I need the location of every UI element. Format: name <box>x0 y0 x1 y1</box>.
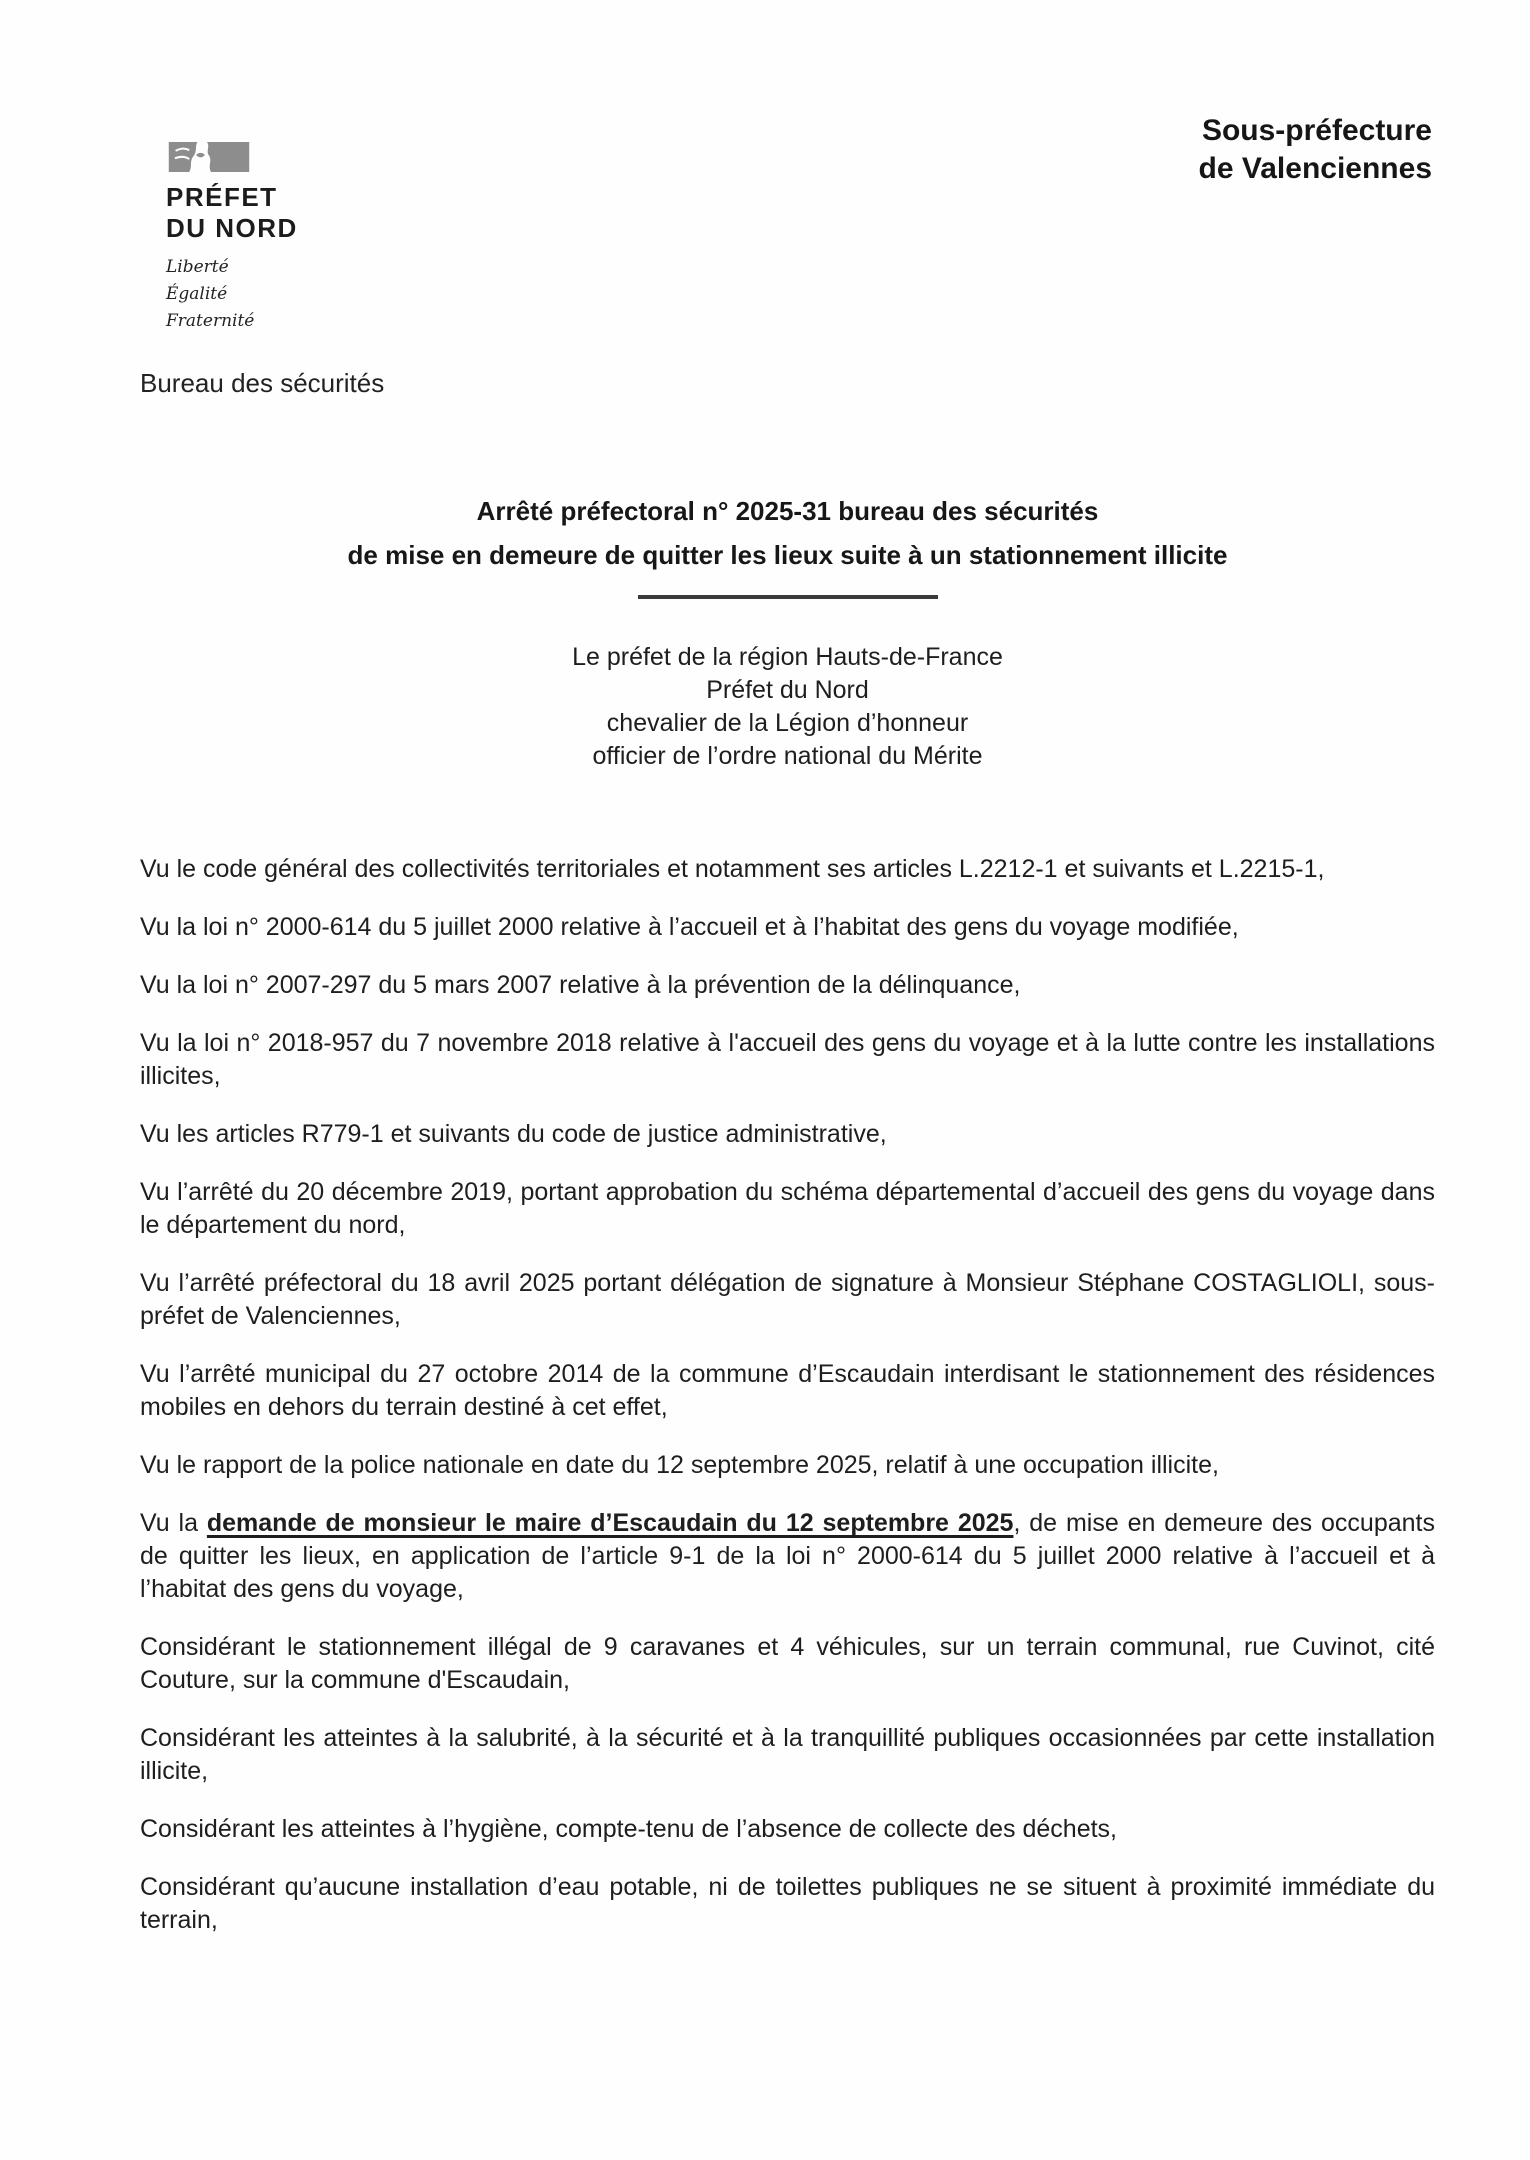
authority-line3: chevalier de la Légion d’honneur <box>606 709 969 737</box>
visa-paragraph: Vu la loi n° 2018-957 du 7 novembre 2018 relative à l'accueil des gens du voyage et à la lutte contre les installations illicites, <box>140 1029 1435 1090</box>
visa-paragraph: Vu le rapport de la police nationale en date du 12 septembre 2025, relatif à une occupation illicite, <box>140 1451 1219 1479</box>
document-body <box>140 398 1435 1962</box>
paragraph-text: Vu la <box>140 1509 207 1537</box>
marianne-logo-icon <box>168 142 250 172</box>
visa-paragraph <box>140 1507 1435 1606</box>
logo-du-nord-line: DU NORD <box>166 213 298 243</box>
considerant-paragraph: Considérant les atteintes à la salubrité, à la sécurité et à la tranquillité publiques occasionnées par cette installation illicite, <box>140 1724 1435 1785</box>
logo-prefet-line: PRÉFET <box>166 182 278 212</box>
sous-prefecture-header <box>1199 112 1432 188</box>
paragraph-text: , de mise en demeure des occupants de quitter les lieux, en application de l’article 9-1 de la loi n° 2000-614 du 5 juillet 2000 relative à l’accueil et à l’habitat des gens du voyage, <box>140 1509 1435 1603</box>
issuing-authority <box>140 641 1435 773</box>
considerant-paragraph: Considérant qu’aucune installation d’eau potable, ni de toilettes publiques ne se situent à proximité immédiate du terrain, <box>140 1873 1435 1934</box>
authority-line2: Préfet du Nord <box>706 676 869 704</box>
visa-paragraph: Vu l’arrêté préfectoral du 18 avril 2025 portant délégation de signature à Monsieur Stéphane COSTAGLIOLI, sous-préfet de Valenciennes, <box>140 1269 1435 1330</box>
motto-fraternite: Fraternité <box>166 311 255 331</box>
visa-paragraph: Vu l’arrêté municipal du 27 octobre 2014 de la commune d’Escaudain interdisant le stationnement des résidences mobiles en dehors du terrain destiné à cet effet, <box>140 1360 1435 1421</box>
sous-prefecture-line1: Sous-préfecture <box>1201 114 1432 147</box>
bureau-label: Bureau des sécurités <box>140 368 385 398</box>
authority-line4: officier de l’ordre national du Mérite <box>592 742 983 770</box>
considerant-paragraph: Considérant les atteintes à l’hygiène, compte-tenu de l’absence de collecte des déchets, <box>140 1815 1117 1843</box>
paragraph-list <box>140 853 1435 1937</box>
title-divider <box>638 595 938 599</box>
letterhead <box>0 0 1530 398</box>
authority-line1: Le préfet de la région Hauts-de-France <box>572 643 1003 671</box>
considerant-paragraph: Considérant le stationnement illégal de 9 caravanes et 4 véhicules, sur un terrain communal, rue Cuvinot, cité Couture, sur la commune d'Escaudain, <box>140 1633 1435 1694</box>
visa-paragraph: Vu les articles R779-1 et suivants du code de justice administrative, <box>140 1120 887 1148</box>
emphasized-request-text: demande de monsieur le maire d’Escaudain du 12 septembre 2025 <box>206 1509 1014 1537</box>
prefet-du-nord-logo-block <box>166 142 526 335</box>
visa-paragraph: Vu la loi n° 2000-614 du 5 juillet 2000 relative à l’accueil et à l’habitat des gens du voyage modifiée, <box>140 913 1239 941</box>
motto-egalite: Égalité <box>166 284 228 304</box>
decree-title-line1: Arrêté préfectoral n° 2025-31 bureau des sécurités <box>476 496 1099 526</box>
visa-paragraph: Vu la loi n° 2007-297 du 5 mars 2007 relative à la prévention de la délinquance, <box>140 971 1021 999</box>
decree-title-line2: de mise en demeure de quitter les lieux suite à un stationnement illicite <box>347 540 1228 570</box>
republic-motto <box>166 254 526 335</box>
visa-paragraph: Vu le code général des collectivités territoriales et notamment ses articles L.2212-1 et suivants et L.2215-1, <box>140 855 1325 883</box>
motto-liberte: Liberté <box>166 257 229 277</box>
sous-prefecture-line2: de Valenciennes <box>1198 152 1432 185</box>
decree-title <box>140 498 1435 599</box>
visa-paragraph: Vu l’arrêté du 20 décembre 2019, portant approbation du schéma départemental d’accueil des gens du voyage dans le département du nord, <box>140 1178 1435 1239</box>
